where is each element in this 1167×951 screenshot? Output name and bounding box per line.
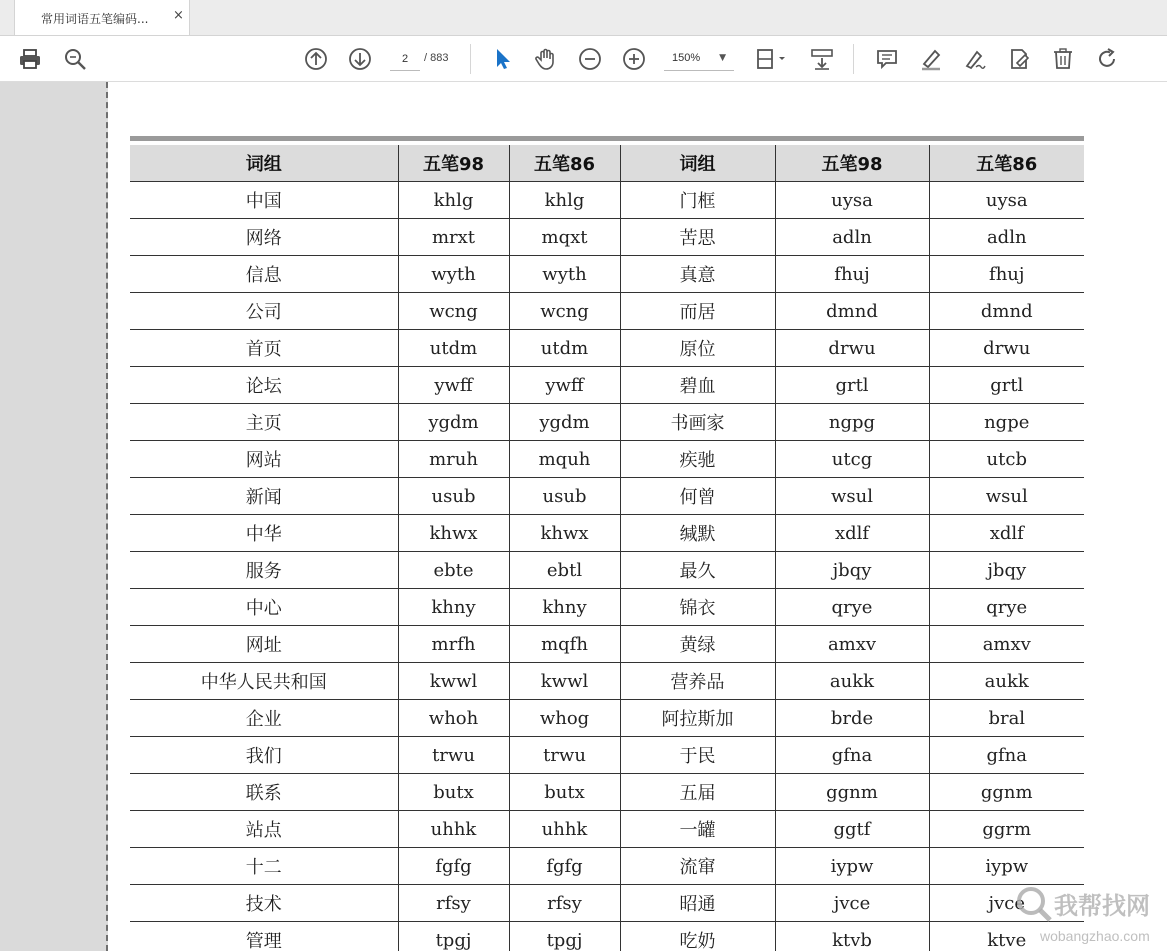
wubi-code-cell: dmnd — [929, 293, 1084, 330]
edit-document-icon[interactable] — [1006, 46, 1032, 72]
table-row — [130, 182, 1084, 219]
wubi-code-cell: gfna — [929, 737, 1084, 774]
phrase-cell: 锦衣 — [620, 589, 775, 626]
wubi-code-cell: ggnm — [929, 774, 1084, 811]
page-thumbnail-panel — [0, 82, 108, 951]
wubi-code-cell: ygdm — [509, 404, 620, 441]
wubi-code-cell: mqxt — [509, 219, 620, 256]
wubi-code-cell: fgfg — [509, 848, 620, 885]
wubi-code-cell: wsul — [929, 478, 1084, 515]
print-icon[interactable] — [17, 46, 43, 72]
table-row — [130, 552, 1084, 589]
wubi-code-cell: jvce — [775, 885, 929, 922]
header-cell: 五笔86 — [509, 145, 620, 182]
table-row — [130, 589, 1084, 626]
table-row — [130, 404, 1084, 441]
wubi-code-cell: mqfh — [509, 626, 620, 663]
wubi-code-cell: ggnm — [775, 774, 929, 811]
zoom-level-select[interactable] — [664, 48, 734, 71]
wubi-code-cell: fgfg — [398, 848, 509, 885]
phrase-cell: 主页 — [130, 404, 398, 441]
chevron-down-icon: ▼ — [719, 53, 726, 63]
phrase-cell: 网站 — [130, 441, 398, 478]
next-page-icon[interactable] — [347, 46, 373, 72]
toolbar-divider — [853, 44, 854, 74]
wubi-code-cell: dmnd — [775, 293, 929, 330]
wubi-code-cell: xdlf — [775, 515, 929, 552]
wubi-code-cell: aukk — [929, 663, 1084, 700]
table-row — [130, 663, 1084, 700]
table-row — [130, 478, 1084, 515]
wubi-code-cell: mquh — [509, 441, 620, 478]
wubi-code-table — [130, 145, 1084, 951]
wubi-code-cell: ngpe — [929, 404, 1084, 441]
phrase-cell: 门框 — [620, 182, 775, 219]
phrase-cell: 服务 — [130, 552, 398, 589]
document-page — [110, 82, 1167, 951]
toolbar-divider — [470, 44, 471, 74]
wubi-code-cell: xdlf — [929, 515, 1084, 552]
wubi-code-cell: khlg — [509, 182, 620, 219]
phrase-cell: 流窜 — [620, 848, 775, 885]
table-row — [130, 219, 1084, 256]
wubi-code-cell: wsul — [775, 478, 929, 515]
wubi-code-cell: trwu — [398, 737, 509, 774]
wubi-code-cell: jvce — [929, 885, 1084, 922]
zoom-out-icon[interactable] — [577, 46, 603, 72]
wubi-code-cell: ebtl — [509, 552, 620, 589]
page-fit-icon[interactable] — [754, 46, 790, 72]
wubi-code-cell: usub — [398, 478, 509, 515]
wubi-code-cell: amxv — [775, 626, 929, 663]
phrase-cell: 管理 — [130, 922, 398, 951]
wubi-code-cell: fhuj — [929, 256, 1084, 293]
phrase-cell: 于民 — [620, 737, 775, 774]
close-tab-icon[interactable]: × — [173, 8, 184, 23]
wubi-code-cell: wcng — [398, 293, 509, 330]
rotate-icon[interactable] — [1094, 46, 1120, 72]
previous-page-icon[interactable] — [303, 46, 329, 72]
wubi-code-cell: khny — [509, 589, 620, 626]
wubi-code-cell: mrxt — [398, 219, 509, 256]
wubi-code-cell: khwx — [509, 515, 620, 552]
wubi-code-cell: mruh — [398, 441, 509, 478]
phrase-cell: 缄默 — [620, 515, 775, 552]
phrase-cell: 网址 — [130, 626, 398, 663]
wubi-code-cell: kwwl — [398, 663, 509, 700]
watermark-text: 我帮找网 — [1054, 892, 1150, 920]
toolbar — [0, 36, 1167, 82]
wubi-code-cell: iypw — [775, 848, 929, 885]
wubi-code-cell: adln — [929, 219, 1084, 256]
phrase-cell: 而居 — [620, 293, 775, 330]
header-cell: 五笔86 — [929, 145, 1084, 182]
phrase-cell: 碧血 — [620, 367, 775, 404]
wubi-code-cell: amxv — [929, 626, 1084, 663]
table-row — [130, 515, 1084, 552]
wubi-code-cell: drwu — [929, 330, 1084, 367]
wubi-code-cell: butx — [398, 774, 509, 811]
wubi-code-cell: wyth — [398, 256, 509, 293]
table-top-rule — [130, 136, 1084, 141]
wubi-code-cell: fhuj — [775, 256, 929, 293]
wubi-code-cell: usub — [509, 478, 620, 515]
wubi-code-cell: whog — [509, 700, 620, 737]
comment-icon[interactable] — [874, 46, 900, 72]
tab-title: 常用词语五笔编码... — [41, 12, 149, 26]
wubi-code-cell: trwu — [509, 737, 620, 774]
phrase-cell: 联系 — [130, 774, 398, 811]
phrase-cell: 最久 — [620, 552, 775, 589]
zoom-in-icon[interactable] — [621, 46, 647, 72]
wubi-code-cell: utdm — [509, 330, 620, 367]
table-row — [130, 256, 1084, 293]
wubi-code-cell: rfsy — [398, 885, 509, 922]
wubi-code-cell: rfsy — [509, 885, 620, 922]
zoom-search-icon[interactable] — [62, 46, 88, 72]
table-row — [130, 737, 1084, 774]
page-number-input[interactable] — [390, 48, 420, 71]
wubi-code-cell: ktve — [929, 922, 1084, 951]
table-row — [130, 626, 1084, 663]
highlight-pen-icon[interactable] — [918, 46, 944, 72]
table-row — [130, 367, 1084, 404]
wubi-code-cell: butx — [509, 774, 620, 811]
wubi-code-cell: gfna — [775, 737, 929, 774]
wubi-code-cell: utcb — [929, 441, 1084, 478]
phrase-cell: 中华人民共和国 — [130, 663, 398, 700]
phrase-cell: 一罐 — [620, 811, 775, 848]
table-row — [130, 774, 1084, 811]
phrase-cell: 营养品 — [620, 663, 775, 700]
draw-signature-icon[interactable] — [962, 46, 988, 72]
phrase-cell: 黄绿 — [620, 626, 775, 663]
wubi-code-cell: uysa — [775, 182, 929, 219]
wubi-code-cell: jbqy — [775, 552, 929, 589]
magnifier-logo-icon — [1014, 884, 1054, 924]
wubi-code-cell: tpgj — [398, 922, 509, 951]
wubi-code-cell: qrye — [775, 589, 929, 626]
phrase-cell: 中心 — [130, 589, 398, 626]
phrase-cell: 公司 — [130, 293, 398, 330]
phrase-cell: 疾驰 — [620, 441, 775, 478]
header-cell: 五笔98 — [398, 145, 509, 182]
table-row — [130, 441, 1084, 478]
wubi-code-cell: uhhk — [398, 811, 509, 848]
table-row — [130, 885, 1084, 922]
wubi-code-cell: grtl — [775, 367, 929, 404]
wubi-code-cell: tpgj — [509, 922, 620, 951]
table-row — [130, 848, 1084, 885]
wubi-code-cell: ngpg — [775, 404, 929, 441]
table-row — [130, 293, 1084, 330]
wubi-code-cell: ggtf — [775, 811, 929, 848]
wubi-code-cell: ygdm — [398, 404, 509, 441]
phrase-cell: 网络 — [130, 219, 398, 256]
table-row — [130, 700, 1084, 737]
hand-tool-icon[interactable] — [533, 46, 559, 72]
wubi-code-cell: whoh — [398, 700, 509, 737]
phrase-cell: 新闻 — [130, 478, 398, 515]
select-cursor-icon[interactable] — [490, 46, 516, 72]
wubi-code-cell: khwx — [398, 515, 509, 552]
page-total: / 883 — [424, 52, 449, 64]
phrase-cell: 真意 — [620, 256, 775, 293]
phrase-cell: 中国 — [130, 182, 398, 219]
wubi-code-cell: bral — [929, 700, 1084, 737]
header-cell: 词组 — [620, 145, 775, 182]
wubi-code-cell: drwu — [775, 330, 929, 367]
phrase-cell: 苦思 — [620, 219, 775, 256]
wubi-code-cell: khlg — [398, 182, 509, 219]
wubi-code-cell: mrfh — [398, 626, 509, 663]
phrase-cell: 五届 — [620, 774, 775, 811]
table-header-row — [130, 145, 1084, 182]
phrase-cell: 阿拉斯加 — [620, 700, 775, 737]
wubi-code-cell: wcng — [509, 293, 620, 330]
phrase-cell: 企业 — [130, 700, 398, 737]
document-tab[interactable] — [14, 0, 190, 35]
wubi-code-cell: utdm — [398, 330, 509, 367]
wubi-code-cell: grtl — [929, 367, 1084, 404]
wubi-code-cell: qrye — [929, 589, 1084, 626]
phrase-cell: 中华 — [130, 515, 398, 552]
wubi-code-cell: ebte — [398, 552, 509, 589]
phrase-cell: 何曾 — [620, 478, 775, 515]
scroll-mode-icon[interactable] — [809, 46, 835, 72]
wubi-code-cell: adln — [775, 219, 929, 256]
phrase-cell: 书画家 — [620, 404, 775, 441]
phrase-cell: 首页 — [130, 330, 398, 367]
wubi-code-cell: kwwl — [509, 663, 620, 700]
header-cell: 词组 — [130, 145, 398, 182]
table-row — [130, 922, 1084, 951]
wubi-code-cell: wyth — [509, 256, 620, 293]
wubi-code-cell: khny — [398, 589, 509, 626]
wubi-code-cell: aukk — [775, 663, 929, 700]
wubi-code-cell: uysa — [929, 182, 1084, 219]
zoom-level-value: 150% — [672, 52, 701, 64]
phrase-cell: 信息 — [130, 256, 398, 293]
wubi-code-cell: utcg — [775, 441, 929, 478]
table-row — [130, 811, 1084, 848]
header-cell: 五笔98 — [775, 145, 929, 182]
phrase-cell: 吃奶 — [620, 922, 775, 951]
wubi-code-cell: brde — [775, 700, 929, 737]
delete-icon[interactable] — [1050, 46, 1076, 72]
wubi-code-cell: ywff — [509, 367, 620, 404]
tab-bar — [0, 0, 1167, 36]
watermark-url: wobangzhao.com — [1040, 928, 1150, 944]
site-watermark — [1010, 880, 1167, 951]
phrase-cell: 我们 — [130, 737, 398, 774]
wubi-code-cell: ktvb — [775, 922, 929, 951]
table-row — [130, 330, 1084, 367]
phrase-cell: 原位 — [620, 330, 775, 367]
wubi-code-cell: jbqy — [929, 552, 1084, 589]
phrase-cell: 技术 — [130, 885, 398, 922]
wubi-code-cell: iypw — [929, 848, 1084, 885]
wubi-code-cell: ywff — [398, 367, 509, 404]
wubi-code-cell: uhhk — [509, 811, 620, 848]
wubi-code-cell: ggrm — [929, 811, 1084, 848]
phrase-cell: 十二 — [130, 848, 398, 885]
phrase-cell: 站点 — [130, 811, 398, 848]
phrase-cell: 昭通 — [620, 885, 775, 922]
phrase-cell: 论坛 — [130, 367, 398, 404]
